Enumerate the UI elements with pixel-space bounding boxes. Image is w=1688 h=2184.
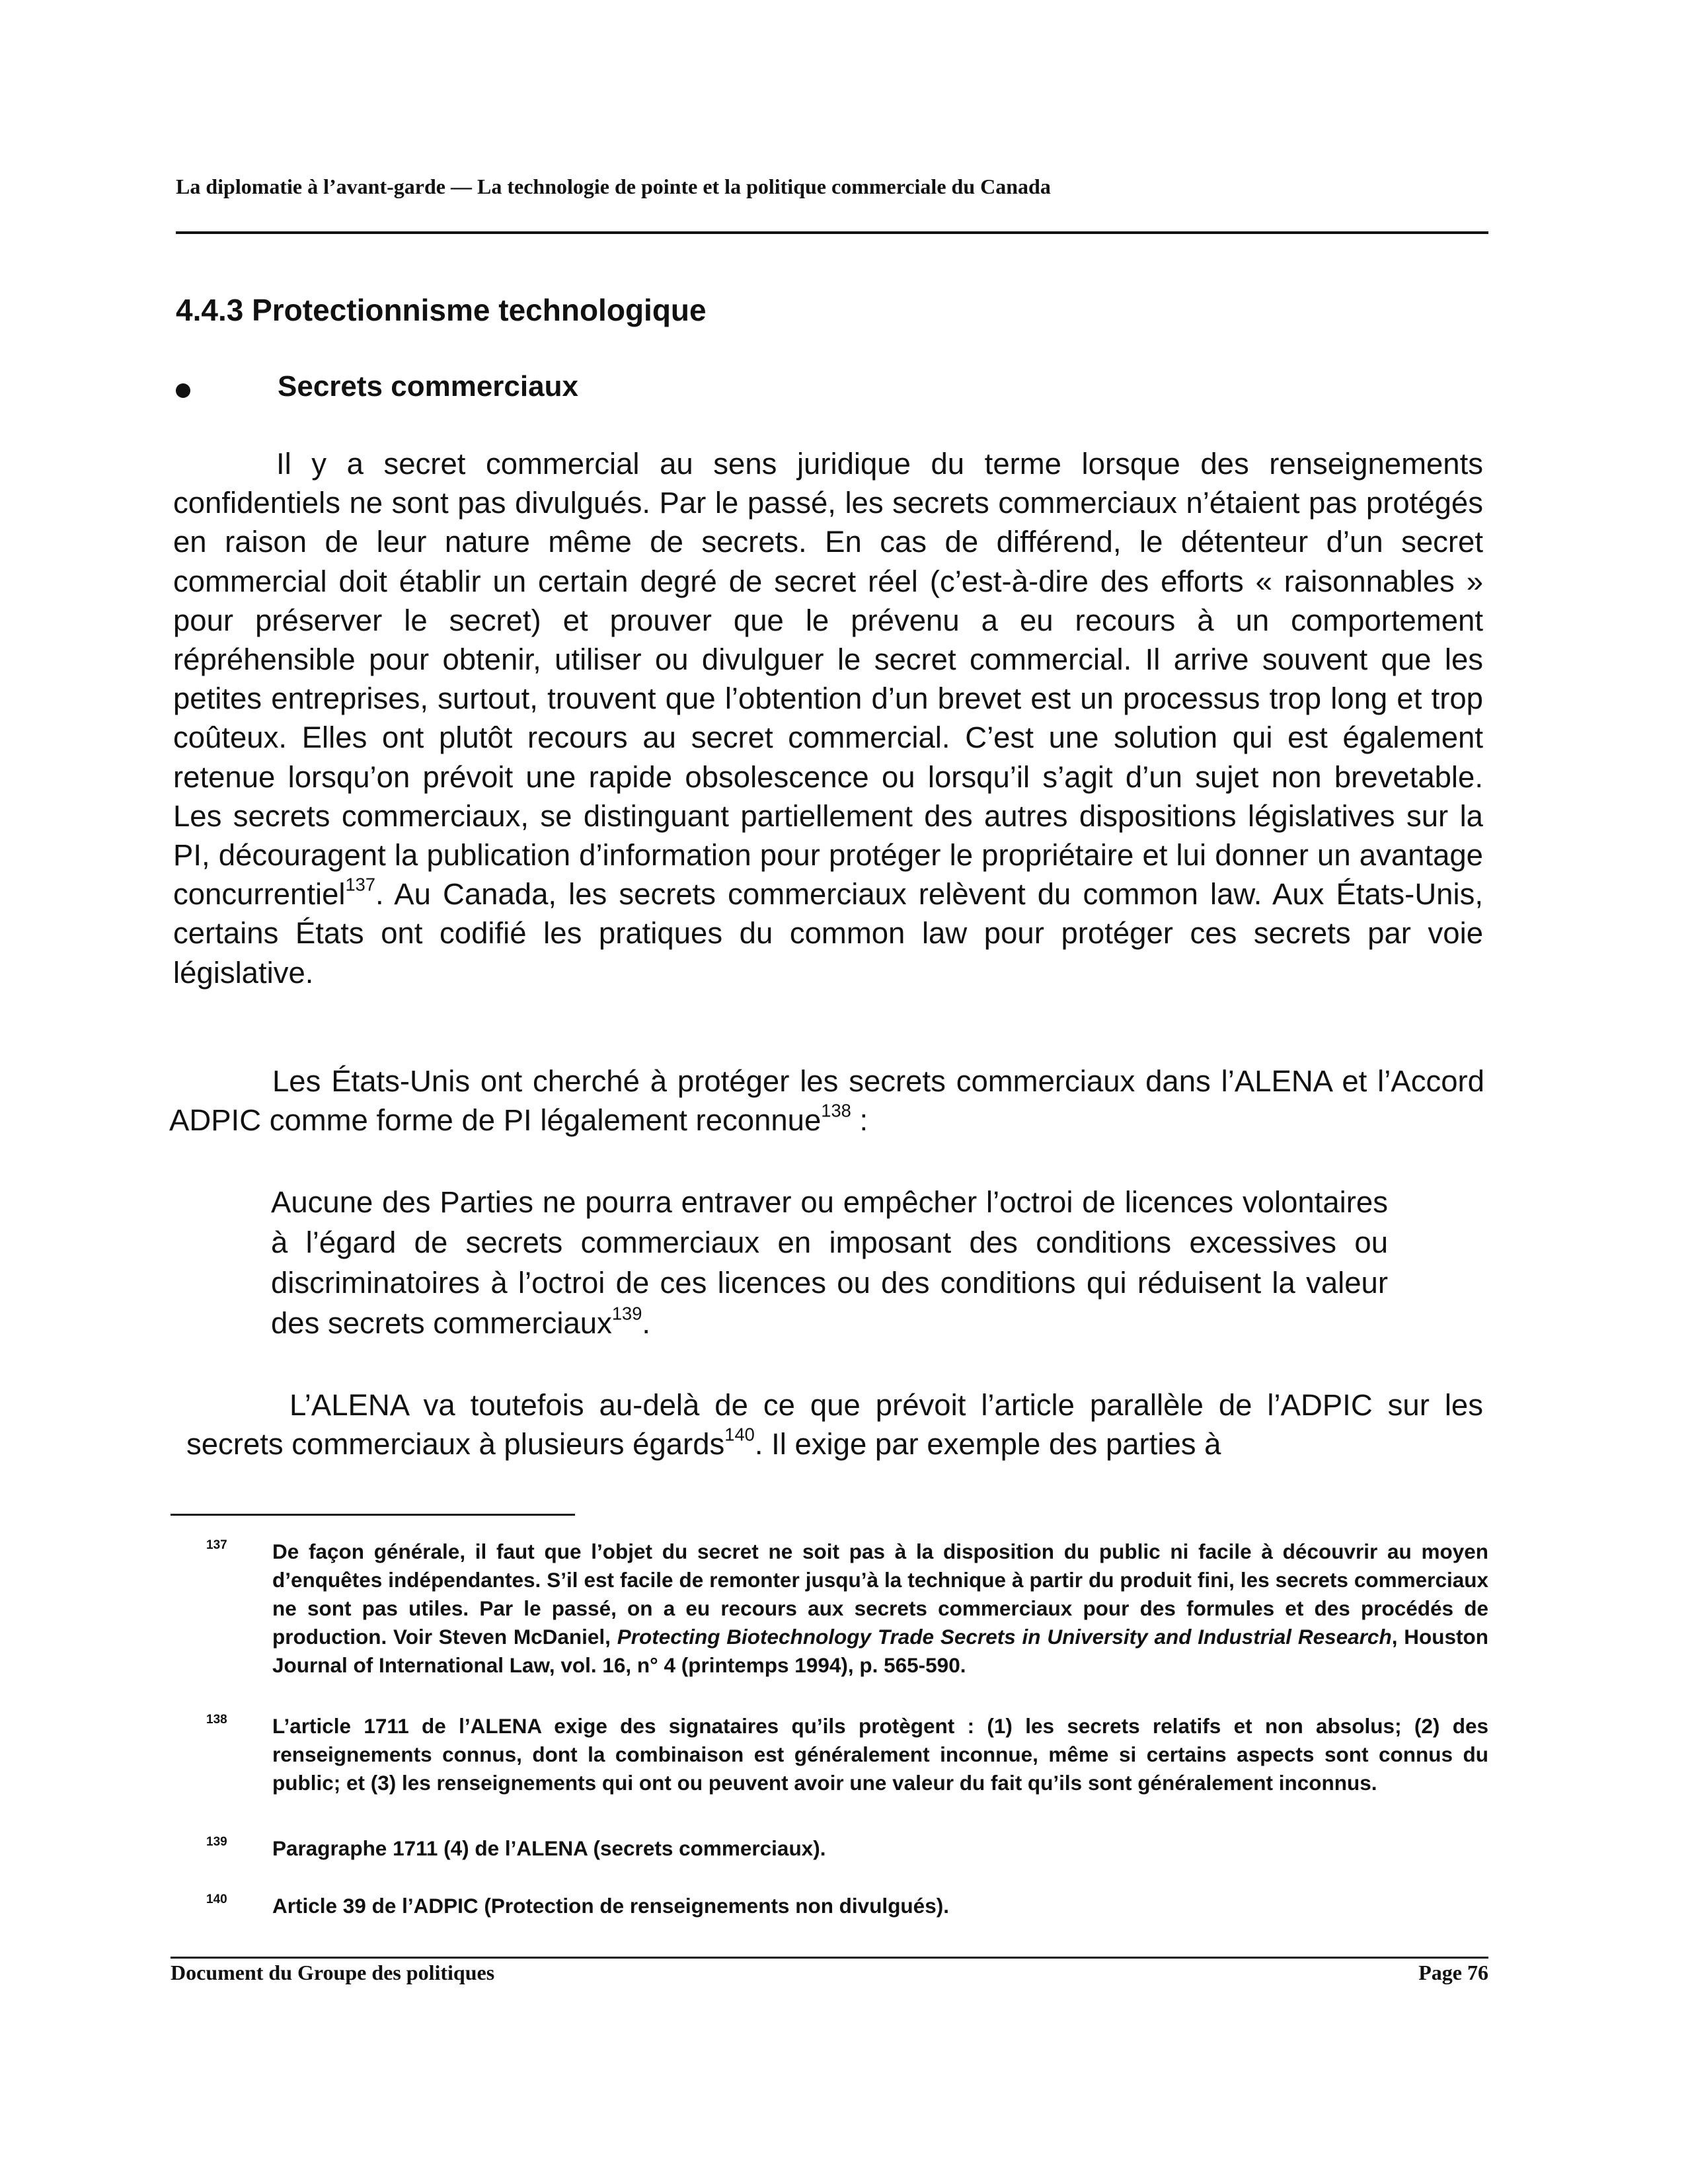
footer-rule	[171, 1957, 1488, 1959]
footnote-ref-139: 139	[611, 1303, 642, 1324]
block-quote-tail: .	[642, 1306, 651, 1340]
paragraph-1	[173, 444, 1483, 992]
footnote-text: Paragraphe 1711 (4) de l’ALENA (secrets commerciaux).	[272, 1836, 826, 1860]
footnote-separator	[171, 1514, 575, 1516]
footer-document-label: Document du Groupe des politiques	[171, 1961, 495, 1984]
paragraph-2	[169, 1062, 1484, 1140]
footnote-ref-138: 138	[821, 1100, 851, 1121]
running-header: La diplomatie à l’avant-garde — La technologie de pointe et la politique commerciale du Canada	[176, 175, 1051, 198]
paragraph-3-tail: . Il exige par exemple des parties à	[754, 1427, 1221, 1462]
bullet-heading-label: Secrets commerciaux	[278, 370, 578, 403]
paragraph-2-tail: :	[851, 1103, 868, 1138]
footnote-number: 138	[206, 1713, 227, 1727]
paragraph-3-text: L’ALENA va toutefois au-delà de ce que prévoit l’article parallèle de l’ADPIC sur les secrets commerciaux à plusieurs égards	[186, 1388, 1483, 1462]
footnote-number: 137	[206, 1538, 227, 1552]
footnote-number: 139	[206, 1835, 227, 1849]
block-quote	[271, 1182, 1388, 1343]
footnote-ref-140: 140	[724, 1424, 755, 1445]
paragraph-3	[186, 1385, 1483, 1463]
paragraph-1-text: Il y a secret commercial au sens juridique du terme lorsque des renseignements confidentiels ne sont pas divulgués. Par le passé, les secrets commerciaux n’étaient pas protégés en raison de leur nature même de secrets. En cas de différend, le détenteur d’un secret commercial doit établir un certain degré de secret réel (c’est-à-dire des efforts « raisonnables » pour préserver le secret) et prouver que le prévenu a eu recours à un comportement répréhensible pour obtenir, utiliser ou divulguer le secret commercial. Il arrive souvent que les petites entreprises, surtout, trouvent que l’obtention d’un brevet est un processus trop long et trop coûteux. Elles ont plutôt recours au secret commercial. C’est une solution qui est également retenue lorsqu’on prévoit une rapide obsolescence ou lorsqu’il s’agit d’un sujet non brevetable. Les secrets commerciaux, se distinguant partiellement des autres dispositions législatives sur la PI, découragent la publication d’information pour protéger le propriétaire et lui donner un avantage concurrentiel	[173, 447, 1483, 912]
block-quote-text: Aucune des Parties ne pourra entraver ou empêcher l’octroi de licences volontaires à l’égard de secrets commerciaux en imposant des conditions excessives ou discriminatoires à l’octroi de ces licences ou des conditions qui réduisent la valeur des secrets commerciaux	[271, 1185, 1388, 1340]
header-rule	[176, 231, 1488, 234]
footnote-text	[272, 1538, 1488, 1680]
page-number: Page 76	[1418, 1961, 1488, 1984]
paragraph-2-text: Les États-Unis ont cherché à protéger les secrets commerciaux dans l’ALENA et l’Accord ADPIC comme forme de PI légalement reconnue	[169, 1064, 1484, 1138]
footnote-text-a: De façon générale, il faut que l’objet du secret ne soit pas à la disposition du public ni facile à découvrir au moyen d’enquêtes indépendantes. S’il est facile de remonter jusqu’à la technique à partir du produit fini, les secrets commerciaux ne sont pas utiles. Par le passé, on a eu recours aux secrets commerciaux pour des formules et des procédés de production. Voir Steven McDaniel,	[272, 1540, 1488, 1649]
footnote-cited-title: Protecting Biotechnology Trade Secrets in University and Industrial Research	[617, 1625, 1392, 1649]
paragraph-1-tail: . Au Canada, les secrets commerciaux relèvent du common law. Aux États-Unis, certains États ont codifié les pratiques du common law pour protéger ces secrets par voie législative.	[173, 877, 1483, 990]
footnote-text-b: , Houston Journal of International Law, vol. 16, n° 4 (printemps 1994), p. 565-590.	[272, 1625, 1488, 1677]
footnote-text: Article 39 de l’ADPIC (Protection de renseignements non divulgués).	[272, 1894, 949, 1918]
footnote-text: L’article 1711 de l’ALENA exige des signataires qu’ils protègent : (1) les secrets relatifs et non absolus; (2) des renseignements connus, dont la combinaison est généralement inconnue, même si certains aspects sont connus du public; et (3) les renseignements qui ont ou peuvent avoir une valeur du fait qu’ils sont généralement inconnus.	[272, 1714, 1488, 1795]
bullet-icon	[176, 383, 190, 398]
footnote-number: 140	[206, 1892, 227, 1906]
footnote-ref-137: 137	[345, 874, 376, 895]
section-title: 4.4.3 Protectionnisme technologique	[176, 293, 707, 327]
bullet-heading	[176, 370, 1233, 410]
